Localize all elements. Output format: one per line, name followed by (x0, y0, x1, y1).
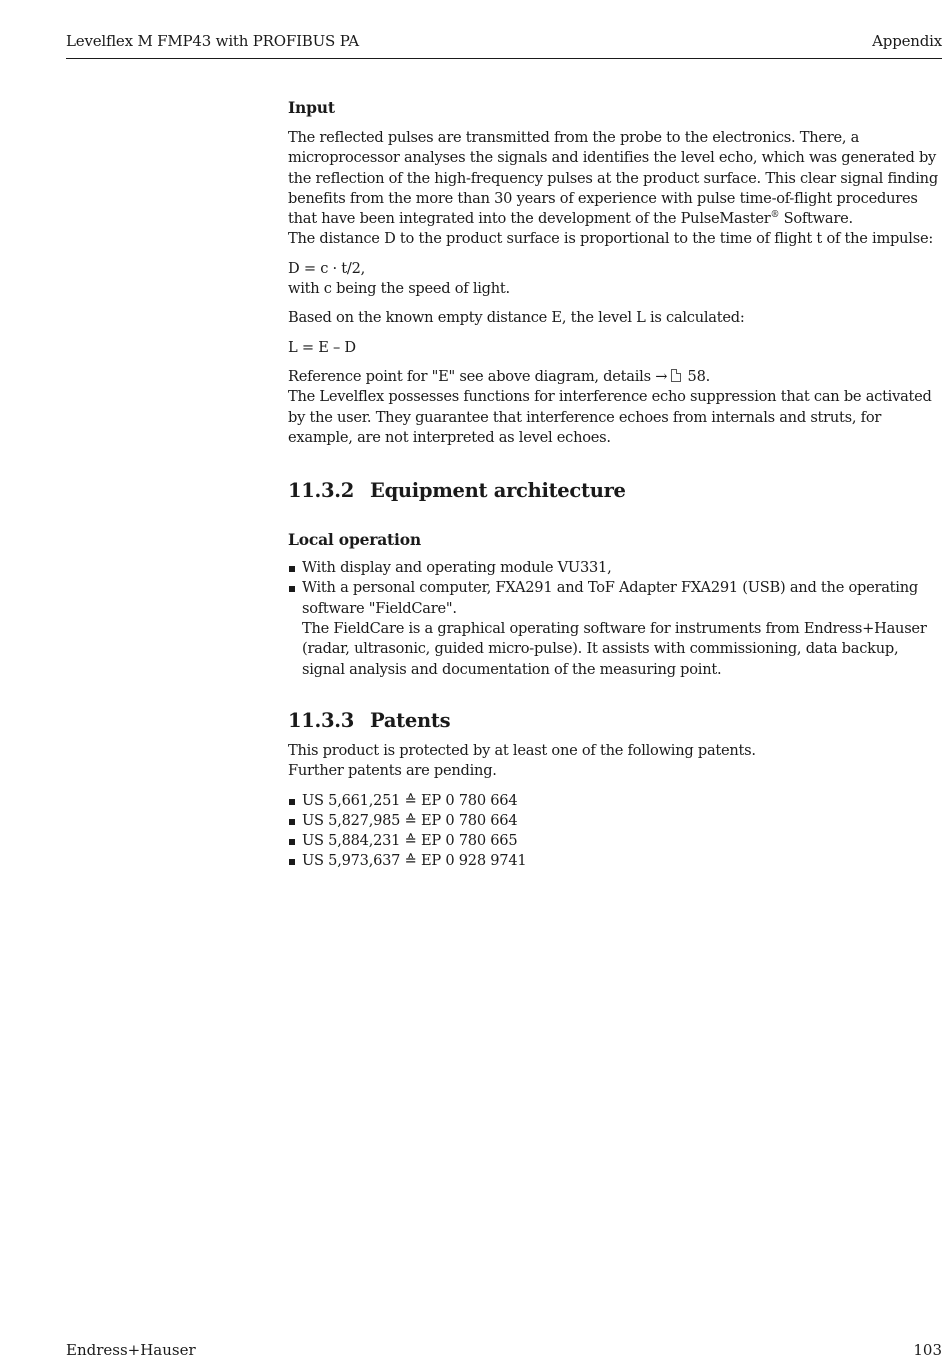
input-paragraph-1-text: The reflected pulses are transmitted from the probe to the electronics. There, a microprocessor analyses the signals and identifies the level echo, which was generated by the reflection of the high-frequency pulses at the product surface. This clear signal finding benefits from the more than 30 years of experience with pulse time-of-flight procedures that have been integrated into the development of the PulseMaster (288, 129, 938, 228)
reference-note (288, 367, 943, 387)
formula-distance-note: with c being the speed of light. (288, 280, 510, 298)
input-heading: Input (288, 98, 335, 117)
section-number: 11.3.2 (288, 479, 355, 503)
input-paragraph-4: The Levelflex possesses functions for interference echo suppression that can be activated by the user. They guarantee that interference echoes from internals and struts, for example, are not interpreted as level echoes. (288, 388, 932, 446)
section-heading-patents (288, 709, 943, 733)
input-paragraph-1 (288, 128, 943, 229)
company-name: Endress+Hauser (66, 1341, 196, 1359)
formula-level: L = E – D (288, 338, 356, 356)
section-number: 11.3.3 (288, 708, 355, 732)
main-content (288, 97, 943, 872)
list-item: With display and operating module VU331, (288, 558, 943, 578)
section-title: Equipment architecture (370, 479, 626, 503)
registered-mark: ® (770, 210, 780, 221)
patents-intro-1: This product is protected by at least one of the following patents. (288, 741, 756, 759)
local-operation-list (288, 558, 943, 680)
list-item: US 5,884,231 ≙ EP 0 780 665 (288, 831, 943, 851)
fieldcare-description: The FieldCare is a graphical operating software for instruments from Endress+Hauser (radar, ultrasonic, guided micro-pulse). It assists with commissioning, data backup, signal analysis and documentation of the measuring point. (302, 620, 927, 678)
reference-page[interactable]: 58. (683, 367, 711, 385)
list-item: US 5,827,985 ≙ EP 0 780 664 (288, 811, 943, 831)
input-paragraph-3: Based on the known empty distance E, the level L is calculated: (288, 309, 745, 327)
input-paragraph-2: The distance D to the product surface is proportional to the time of flight t of the impulse: (288, 230, 934, 248)
section-heading-equipment-architecture (288, 479, 943, 503)
list-item: US 5,973,637 ≙ EP 0 928 9741 (288, 851, 943, 871)
formula-distance: D = c · t/2, (288, 259, 366, 277)
list-item (288, 578, 943, 679)
section-title: Patents (370, 708, 451, 732)
local-operation-heading: Local operation (288, 530, 421, 550)
page-number: 103 (913, 1341, 942, 1359)
list-item-text: With a personal computer, FXA291 and ToF Adapter FXA291 (USB) and the operating software "FieldCare". (302, 579, 918, 617)
input-paragraph-1-end: Software. (779, 210, 853, 228)
reference-text: Reference point for "E" see above diagram, details → (288, 367, 668, 385)
page-reference-icon (671, 369, 681, 382)
list-item: US 5,661,251 ≙ EP 0 780 664 (288, 791, 943, 811)
page-header (66, 30, 942, 59)
patent-list (288, 791, 943, 872)
document-title: Levelflex M FMP43 with PROFIBUS PA (66, 32, 359, 50)
chapter-name: Appendix (872, 32, 942, 50)
patents-intro-2: Further patents are pending. (288, 762, 497, 780)
